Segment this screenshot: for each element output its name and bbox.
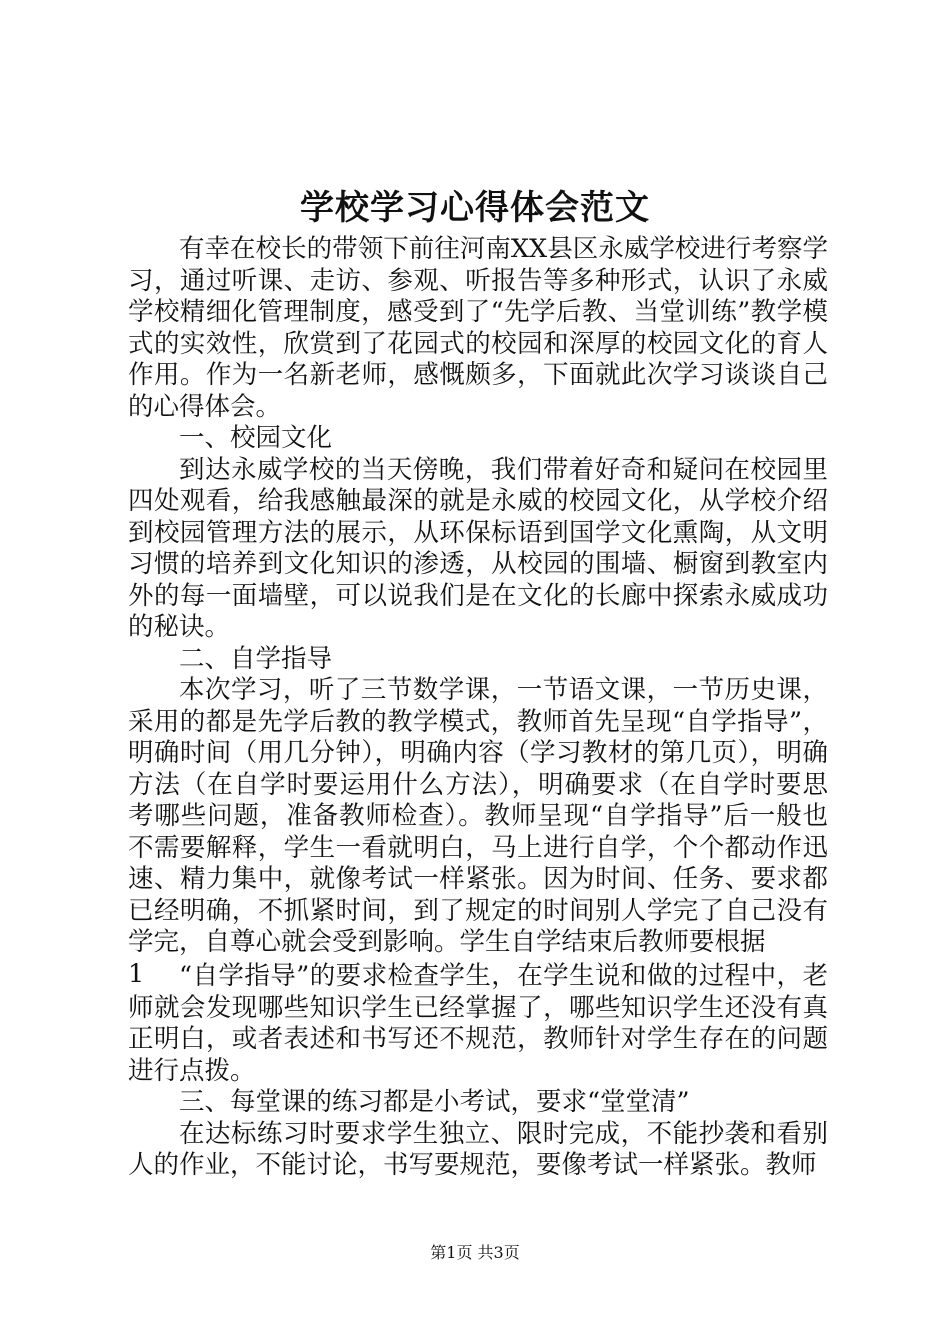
body-block-top	[128, 234, 828, 990]
section-2-continued-paragraph: “自学指导”的要求检查学生，在学生说和做的过程中，老师就会发现哪些知识学生已经掌握了，哪些知识学生还没有真正明白，或者表述和书写还不规范，教师针对学生存在的问题进行点拨。	[128, 961, 828, 1086]
page-footer: 第1页 共3页	[430, 1243, 520, 1262]
section-heading-3: 三、每堂课的练习都是小考试，要求“堂堂清”	[179, 1087, 690, 1117]
section-1-paragraph: 到达永威学校的当天傍晚，我们带着好奇和疑问在校园里四处观看，给我感触最深的就是永威的校园文化，从学校介绍到校园管理方法的展示，从环保标语到国学文化熏陶，从文明习惯的培养到文化知识的渗透，从校园的围墙、橱窗到教室内外的每一面墙壁，可以说我们是在文化的长廊中探索永威成功的秘诀。	[128, 454, 828, 642]
body-block-bottom	[128, 958, 828, 1182]
section-2-paragraph: 本次学习，听了三节数学课，一节语文课，一节历史课，采用的都是先学后教的教学模式，教师首先呈现“自学指导”，明确时间（用几分钟），明确内容（学习教材的第几页），明确方法（在自学时要运用什么方法），明确要求（在自学时要思考哪些问题，准备教师检查）。教师呈现“自学指导”后一般也不需要解释，学生一看就明白，马上进行自学，个个都动作迅速、精力集中，就像考试一样紧张。因为时间、任务、要求都已经明确，不抓紧时间，到了规定的时间别人学完了自己没有学完，自尊心就会受到影响。学生自学结束后教师要根据	[128, 675, 828, 957]
section-heading-1: 一、校园文化	[179, 423, 333, 453]
document-title: 学校学习心得体会范文	[300, 188, 650, 228]
section-3-paragraph: 在达标练习时要求学生独立、限时完成，不能抄袭和看别人的作业，不能讨论，书写要规范，要像考试一样紧张。教师	[128, 1118, 828, 1180]
section-heading-2: 二、自学指导	[179, 643, 333, 674]
page-break-marker: 1	[128, 958, 145, 989]
intro-paragraph: 有幸在校长的带领下前往河南XX县区永威学校进行考察学习，通过听课、走访、参观、听报告等多种形式，认识了永威学校精细化管理制度，感受到了“先学后教、当堂训练”教学模式的实效性，欣赏到了花园式的校园和深厚的校园文化的育人作用。作为一名新老师，感慨颇多，下面就此次学习谈谈自己的心得体会。	[128, 234, 828, 422]
